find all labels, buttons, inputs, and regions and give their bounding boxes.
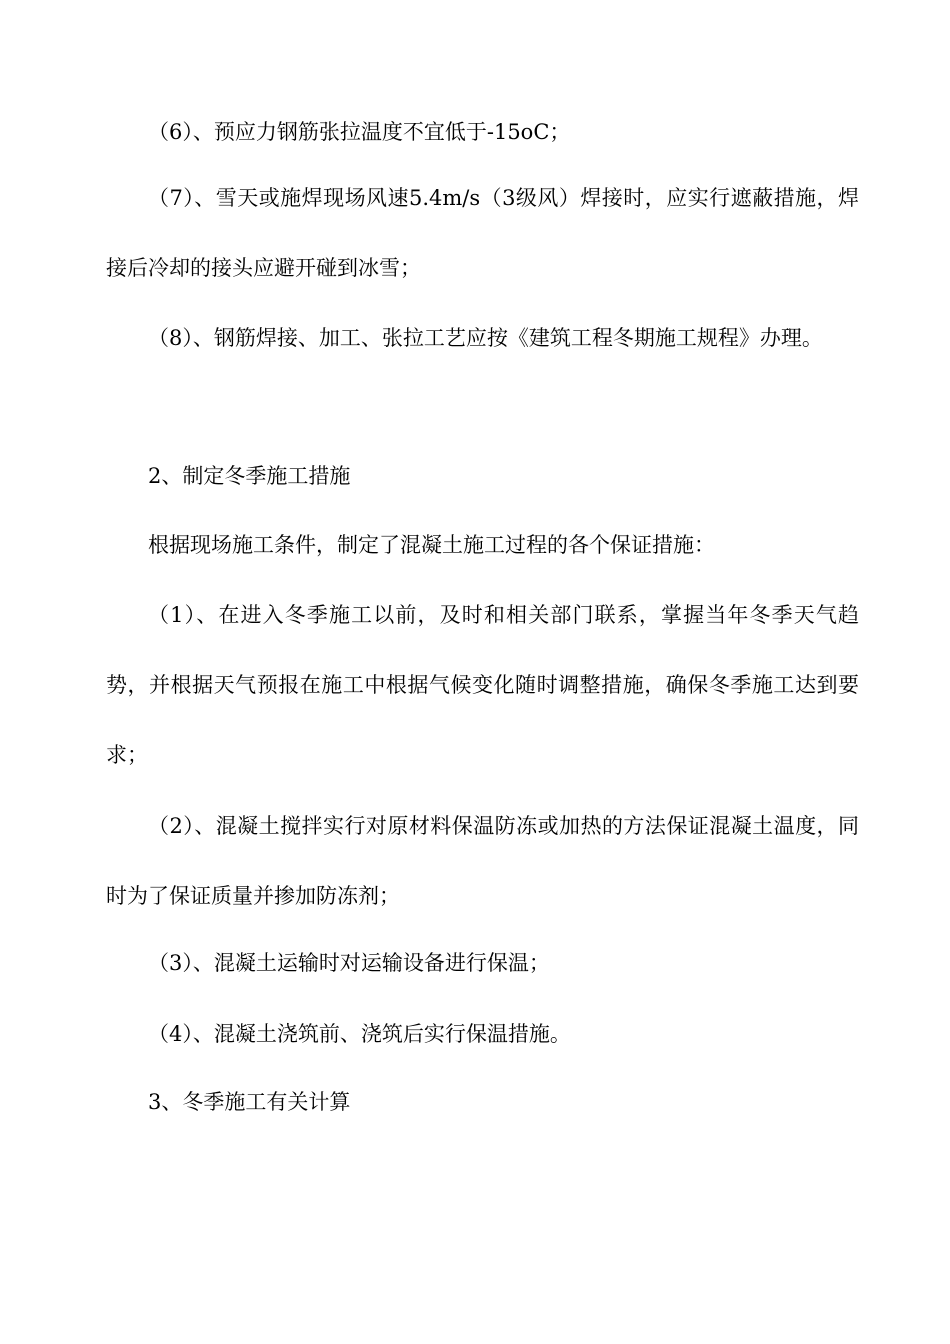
paragraph-item-3-transport-insulation: （3）、混凝土运输时对运输设备进行保温； xyxy=(148,951,550,975)
section-heading-2: 2、制定冬季施工措施 xyxy=(148,464,351,488)
paragraph-item-8-welding-regulation: （8）、钢筋焊接、加工、张拉工艺应按《建筑工程冬期施工规程》办理。 xyxy=(148,326,823,350)
section-heading-3: 3、冬季施工有关计算 xyxy=(148,1090,351,1114)
paragraph-item-6-prestress-temperature: （6）、预应力钢筋张拉温度不宜低于-15oC； xyxy=(148,120,571,144)
paragraph-item-2-mixing-insulation: （2）、混凝土搅拌实行对原材料保温防冻或加热的方法保证混凝土温度，同时为了保证质量并掺加防冻剂； xyxy=(106,814,859,908)
paragraph-intro-measures: 根据现场施工条件，制定了混凝土施工过程的各个保证措施： xyxy=(148,533,715,557)
paragraph-item-4-pouring-insulation: （4）、混凝土浇筑前、浇筑后实行保温措施。 xyxy=(148,1022,571,1046)
paragraph-item-1-weather-contact: （1）、在进入冬季施工以前，及时和相关部门联系，掌握当年冬季天气趋势，并根据天气预报在施工中根据气候变化随时调整措施，确保冬季施工达到要求； xyxy=(106,603,859,767)
paragraph-item-7-welding-shelter: （7）、雪天或施焊现场风速5.4m/s（3级风）焊接时，应实行遮蔽措施，焊接后冷却的接头应避开碰到冰雪； xyxy=(106,186,859,280)
